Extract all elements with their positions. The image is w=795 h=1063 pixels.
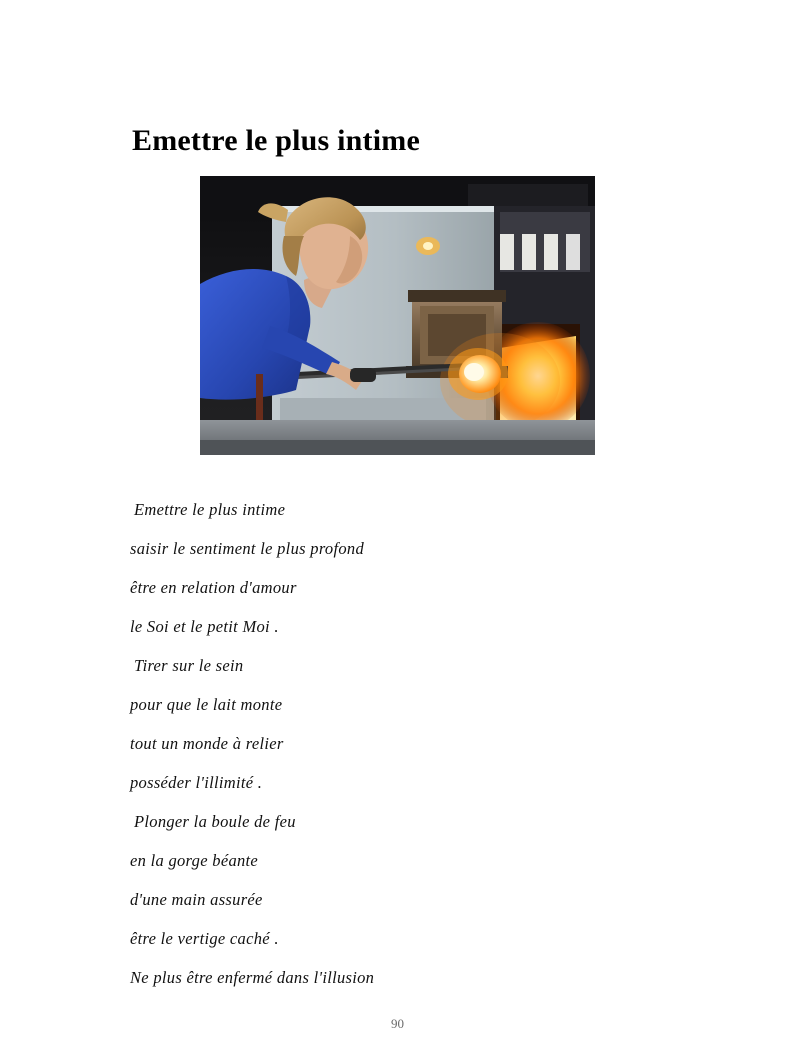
poem-line: le Soi et le petit Moi . (130, 617, 279, 636)
poem-line: d'une main assurée (130, 890, 263, 909)
poem-line: en la gorge béante (130, 851, 259, 870)
glassblower-at-furnace-photo (200, 176, 595, 455)
poem-body (130, 490, 690, 997)
poem-line: saisir le sentiment le plus profond (130, 539, 365, 558)
page-title: Emettre le plus intime (132, 124, 420, 158)
poem-line: être le vertige caché . (130, 929, 279, 948)
poem-line: Tirer sur le sein (134, 656, 244, 675)
poem-line: posséder l'illimité . (130, 773, 263, 792)
poem-line: tout un monde à relier (130, 734, 284, 753)
poem-line: être en relation d'amour (130, 578, 297, 597)
poem-line: pour que le lait monte (130, 695, 283, 714)
page-number: 90 (391, 1016, 404, 1031)
poem-line: Plonger la boule de feu (134, 812, 296, 831)
poem-line: Ne plus être enfermé dans l'illusion (130, 968, 375, 987)
poem-line: Emettre le plus intime (134, 500, 286, 519)
